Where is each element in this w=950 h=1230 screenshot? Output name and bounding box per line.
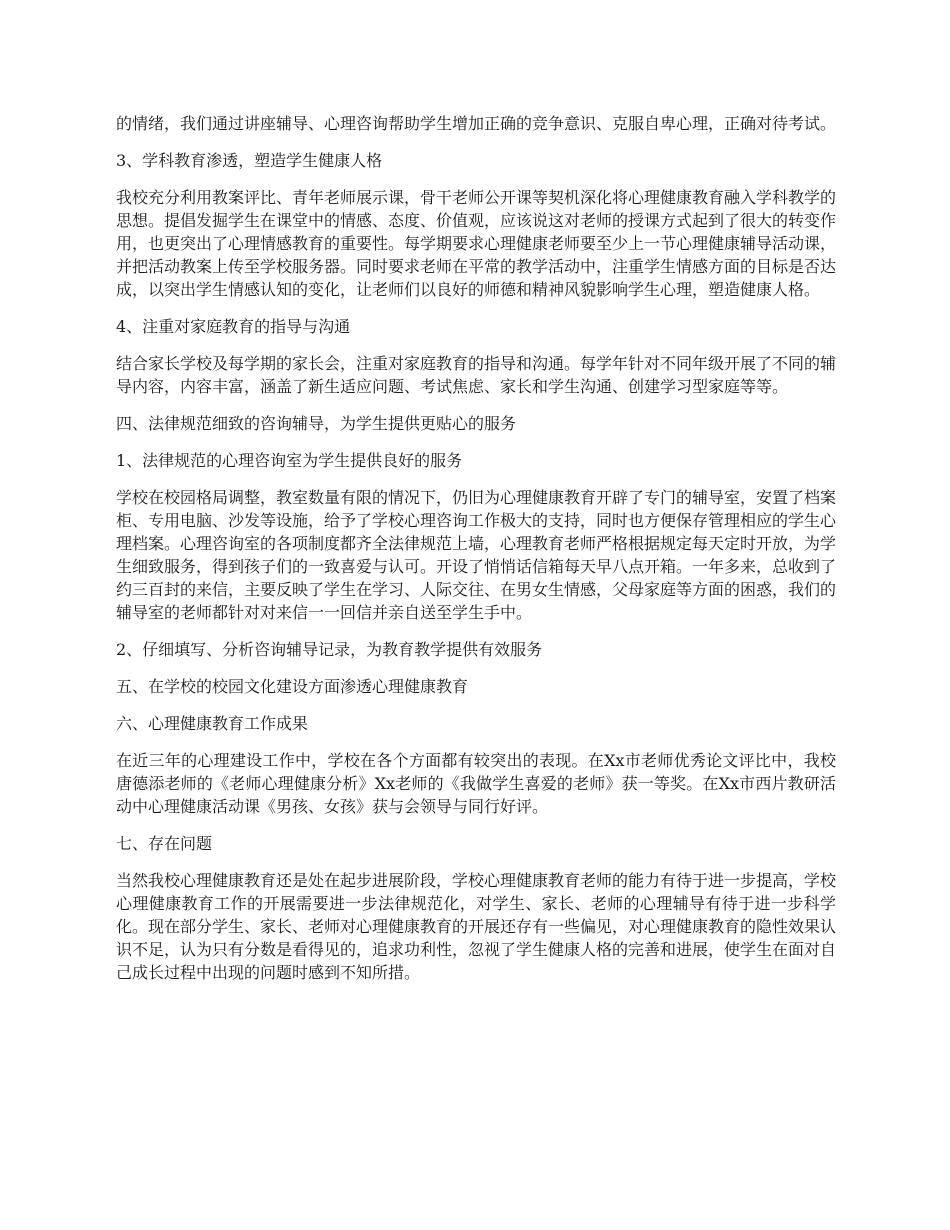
paragraph-subject-education: 我校充分利用教案评比、青年老师展示课，骨干老师公开课等契机深化将心理健康教育融入学科教学的思想。提倡发掘学生在课堂中的情感、态度、价值观，应该说这对老师的授课方式起到了很大的转变作用，也更突出了心理情感教育的重要性。每学期要求心理健康老师要至少上一节心理健康辅导活动课，并把活动教案上传至学校服务器。同时要求老师在平常的教学活动中，注重学生情感方面的目标是否达成，以突出学生情感认知的变化，让老师们以良好的师德和精神风貌影响学生心理，塑造健康人格。 [116, 188, 837, 299]
paragraph-achievements: 在近三年的心理建设工作中，学校在各个方面都有较突出的表现。在Xx市老师优秀论文评比中，我校唐德添老师的《老师心理健康分析》Xx老师的《我做学生喜爱的老师》获一等奖。在Xx市西片教研活动中心理健康活动课《男孩、女孩》获与会领导与同行好评。 [116, 751, 836, 816]
heading-section-four: 四、法律规范细致的咨询辅导，为学生提供更贴心的服务 [116, 414, 517, 433]
paragraph-counseling-room: 学校在校园格局调整，教室数量有限的情况下，仍旧为心理健康教育开辟了专门的辅导室，安置了档案柜、专用电脑、沙发等设施，给予了学校心理咨询工作极大的支持，同时也方便保存管理相应的学生心理档案。心理咨询室的各项制度都齐全法律规范上墙，心理教育老师严格根据规定每天定时开放，为学生细致服务，得到孩子们的一致喜爱与认可。开设了悄悄话信箱每天早八点开箱。一年多来，总收到了约三百封的来信，主要反映了学生在学习、人际交往、在男女生情感，父母家庭等方面的困惑，我们的辅导室的老师都针对对来信一一回信并亲自送至学生手中。 [116, 488, 837, 622]
heading-section-five: 五、在学校的校园文化建设方面渗透心理健康教育 [116, 677, 469, 696]
heading-counseling-records: 2、仔细填写、分析咨询辅导记录，为教育教学提供有效服务 [116, 640, 543, 659]
paragraph-emotion-intro: 的情绪，我们通过讲座辅导、心理咨询帮助学生增加正确的竞争意识、克服自卑心理，正确对待考试。 [116, 114, 837, 133]
heading-family-education: 4、注重对家庭教育的指导与沟通 [116, 317, 351, 336]
paragraph-problems: 当然我校心理健康教育还是处在起步进展阶段，学校心理健康教育老师的能力有待于进一步提高，学校心理健康教育工作的开展需要进一步法律规范化，对学生、家长、老师的心理辅导有待于进一步科学化。现在部分学生、家长、老师对心理健康教育的开展还存有一些偏见，对心理健康教育的隐性效果认识不足，认为只有分数是看得见的，追求功利性，忽视了学生健康人格的完善和进展，使学生在面对自己成长过程中出现的问题时感到不知所措。 [116, 871, 837, 982]
paragraph-family-education: 结合家长学校及每学期的家长会，注重对家庭教育的指导和沟通。每学年针对不同年级开展了不同的辅导内容，内容丰富，涵盖了新生适应问题、考试焦虑、家长和学生沟通、创建学习型家庭等等。 [116, 354, 837, 396]
heading-counseling-room: 1、法律规范的心理咨询室为学生提供良好的服务 [116, 451, 463, 470]
heading-section-six: 六、心理健康教育工作成果 [116, 714, 309, 733]
heading-subject-education: 3、学科教育渗透，塑造学生健康人格 [116, 151, 383, 170]
heading-section-seven: 七、存在问题 [116, 834, 213, 853]
document-page [116, 112, 836, 998]
